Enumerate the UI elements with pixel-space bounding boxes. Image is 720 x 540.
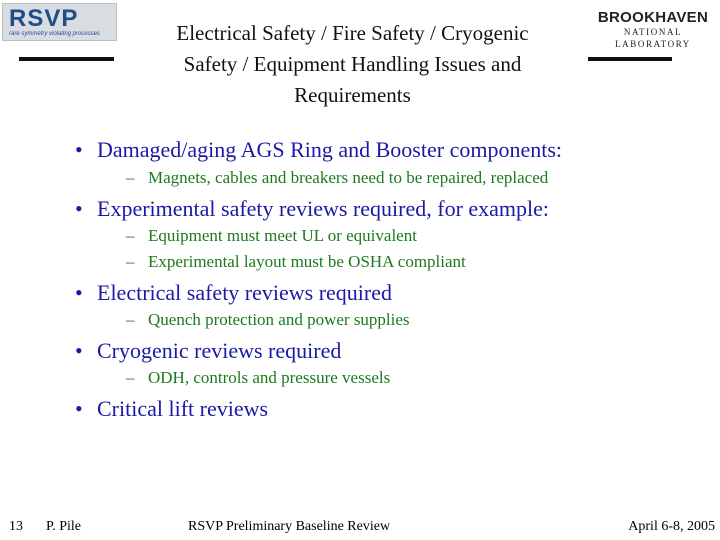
page-number: 13	[9, 519, 23, 534]
slide-title-line: Requirements	[294, 83, 411, 107]
sub-bullet-item	[126, 368, 390, 388]
bullet-text: Experimental safety reviews required, for example:	[97, 196, 550, 221]
slide-title	[130, 18, 575, 111]
rsvp-logo-tagline: rare symmetry violating processes	[9, 31, 101, 37]
sub-bullet-text: Quench protection and power supplies	[148, 310, 410, 329]
bullet-text: Electrical safety reviews required	[97, 280, 393, 305]
bullet-dot-icon: •	[75, 396, 83, 421]
bullet-text: Cryogenic reviews required	[97, 338, 342, 363]
dash-icon: –	[126, 310, 135, 329]
title-rule-right	[588, 57, 672, 61]
dash-icon: –	[126, 252, 135, 271]
footer-author: P. Pile	[46, 519, 82, 534]
title-rule-left	[19, 57, 114, 61]
bullet-item	[75, 196, 549, 222]
dash-icon: –	[126, 368, 135, 387]
bullet-item	[75, 137, 562, 163]
bullet-dot-icon: •	[75, 196, 83, 221]
sub-bullet-item	[126, 168, 548, 188]
bullet-item	[75, 338, 341, 364]
footer-date: April 6-8, 2005	[628, 519, 715, 534]
bullet-text: Critical lift reviews	[97, 396, 269, 421]
bullet-dot-icon: •	[75, 338, 83, 363]
sub-bullet-text: Magnets, cables and breakers need to be repaired, replaced	[148, 168, 549, 187]
sub-bullet-text: Equipment must meet UL or equivalent	[148, 226, 417, 245]
slide-title-line: Electrical Safety / Fire Safety / Cryogenic	[176, 21, 529, 45]
sub-bullet-item	[126, 226, 417, 246]
bullet-item	[75, 396, 268, 422]
bullet-dot-icon: •	[75, 137, 83, 162]
rsvp-logo-mark: RSVP	[9, 5, 79, 32]
bullet-text: Damaged/aging AGS Ring and Booster components:	[97, 137, 562, 162]
rsvp-logo	[2, 3, 117, 41]
dash-icon: –	[126, 168, 135, 187]
footer-event: RSVP Preliminary Baseline Review	[188, 519, 391, 534]
slide-title-line: Safety / Equipment Handling Issues and	[183, 52, 522, 76]
sub-bullet-item	[126, 252, 466, 272]
sub-bullet-text: ODH, controls and pressure vessels	[148, 368, 391, 387]
brookhaven-logo-name: BROOKHAVEN	[597, 9, 709, 26]
brookhaven-logo-subtitle: NATIONAL LABORATORY	[615, 27, 691, 49]
bullet-item	[75, 280, 392, 306]
dash-icon: –	[126, 226, 135, 245]
brookhaven-logo	[590, 9, 716, 49]
sub-bullet-text: Experimental layout must be OSHA compliant	[148, 252, 466, 271]
sub-bullet-item	[126, 310, 410, 330]
bullet-dot-icon: •	[75, 280, 83, 305]
